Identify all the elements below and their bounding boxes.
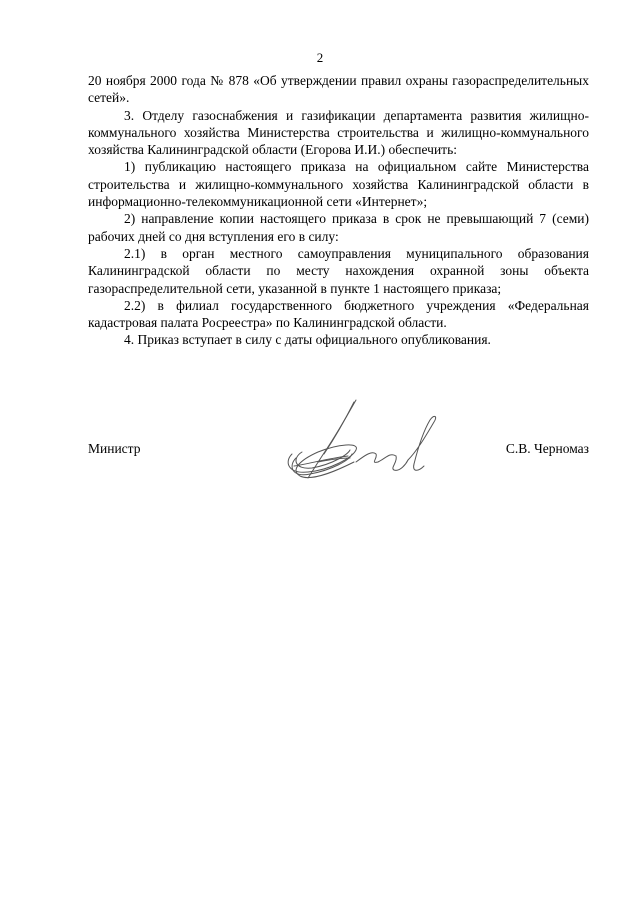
paragraph-item-3: 3. Отделу газоснабжения и газификации департамента развития жилищно-коммунального хозяйства Министерства строительства и жилищно-коммунального хозяйства Калининградской области (Егорова И.И.) обеспечить: xyxy=(88,107,589,158)
document-body xyxy=(88,72,589,349)
page-number: 2 xyxy=(316,50,324,65)
signatory-name: С.В. Черномаз xyxy=(505,441,589,456)
paragraph-continuation: 20 ноября 2000 года № 878 «Об утверждении правил охраны газораспределительных сетей». xyxy=(88,73,589,106)
paragraph-item-3-1: 1) публикацию настоящего приказа на официальном сайте Министерства строительства и жилищно-коммунального хозяйства Калининградской области в информационно-телекоммуникационной сети «Интернет»; xyxy=(88,159,589,210)
handwritten-signature xyxy=(278,392,448,492)
paragraph-item-4: 4. Приказ вступает в силу с даты официального опубликования. xyxy=(124,332,491,348)
paragraph-item-2-2: 2.2) в филиал государственного бюджетного учреждения «Федеральная кадастровая палата Росреестра» по Калининградской области. xyxy=(88,297,589,331)
paragraph-item-3-2: 2) направление копии настоящего приказа в срок не превышающий 7 (семи) рабочих дней со дня вступления его в силу: xyxy=(88,211,589,244)
paragraph-item-2-1: 2.1) в орган местного самоуправления муниципального образования Калининградской области по месту нахождения охранной зоны объекта газораспределительной сети, указанной в пункте 1 настоящего приказа; xyxy=(88,245,589,296)
signatory-position: Министр xyxy=(88,441,141,456)
